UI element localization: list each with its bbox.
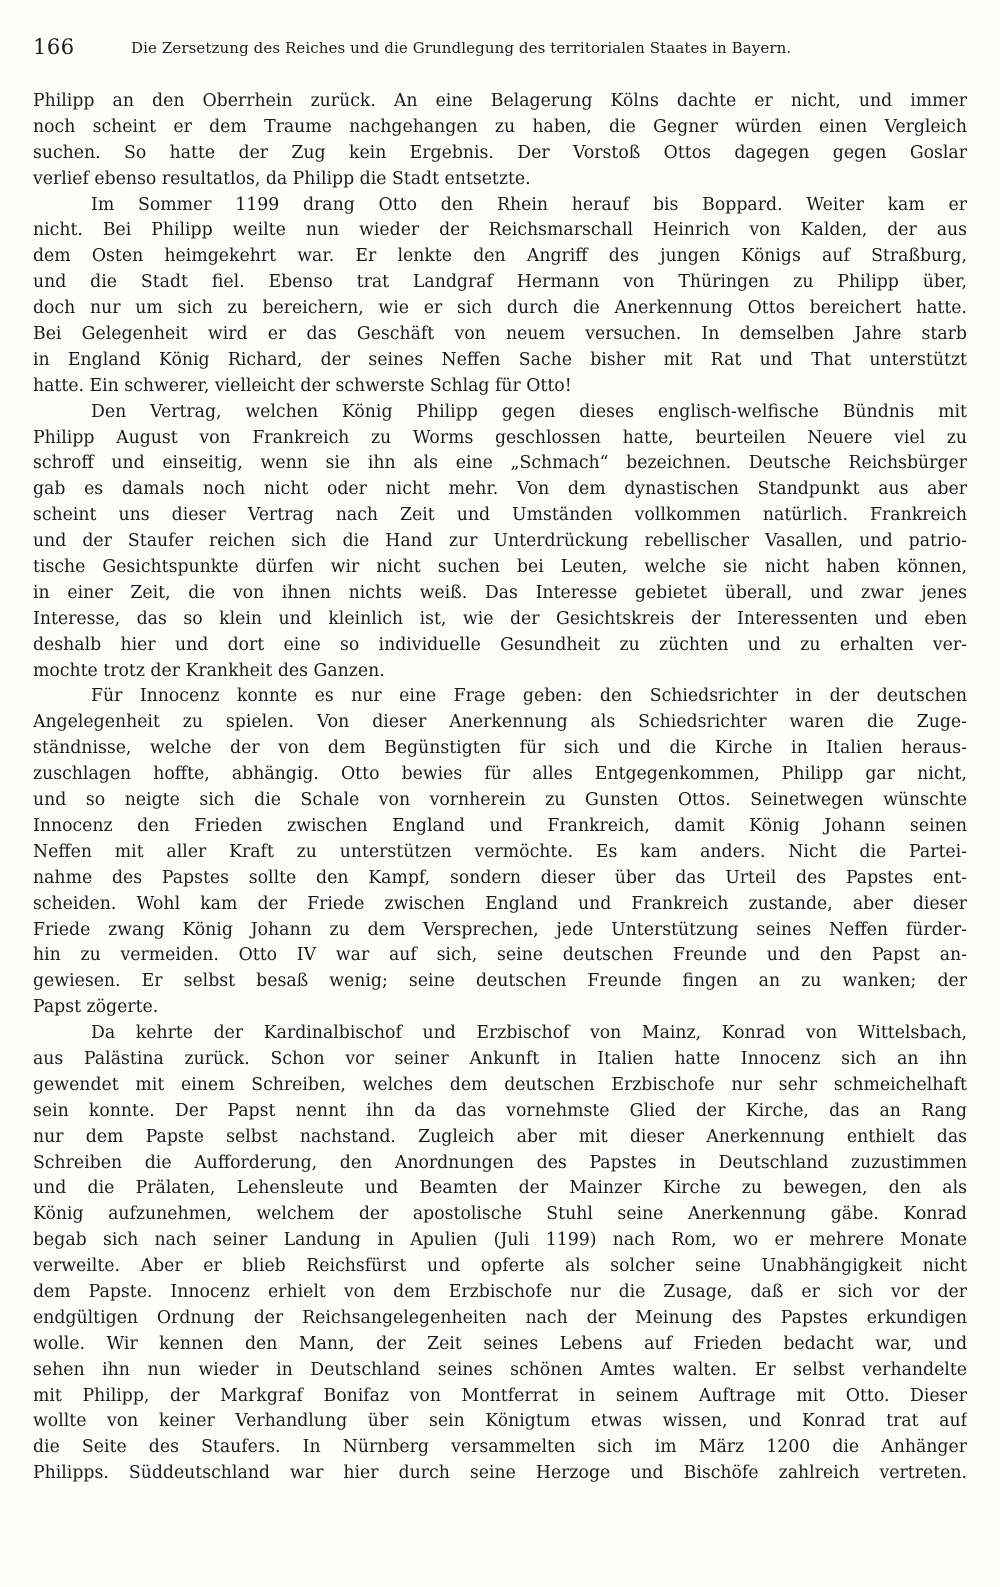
text-line: Philipp an den Oberrhein zurück. An eine Belagerung Kölns dachte er nicht, und immer: [33, 91, 967, 111]
text-line: scheiden. Wohl kam der Friede zwischen England und Frankreich zustande, aber dieser: [33, 893, 967, 914]
text-line: Philipp August von Frankreich zu Worms geschlossen hatte, beurteilen Neuere viel zu: [33, 427, 967, 448]
text-line: verweilte. Aber er blieb Reichsfürst und opferte als solcher seine Unabhängigkeit nicht: [33, 1256, 967, 1277]
text-line: Philipps. Süddeutschland war hier durch seine Herzoge und Bischöfe zahlreich vertreten.: [33, 1463, 967, 1484]
text-line: Da kehrte der Kardinalbischof und Erzbischof von Mainz, Konrad von Wittelsbach,: [91, 1023, 967, 1044]
text-line: zuschlagen hoffte, abhängig. Otto bewies für alles Entgegenkommen, Philipp gar nicht,: [33, 764, 967, 785]
text-line: gewendet mit einem Schreiben, welches dem deutschen Erzbischofe nur sehr schmeichelhaft: [33, 1074, 967, 1095]
text-line: und die Stadt fiel. Ebenso trat Landgraf Hermann von Thüringen zu Philipp über,: [33, 272, 967, 293]
text-line: suchen. So hatte der Zug kein Ergebnis. Der Vorstoß Ottos dagegen gegen Goslar: [33, 142, 967, 163]
text-line: und der Staufer reichen sich die Hand zur Unterdrückung rebellischer Vasallen, und patrio-: [33, 531, 967, 552]
text-line: doch nur um sich zu bereichern, wie er sich durch die Anerkennung Ottos bereichert hatte.: [33, 298, 967, 319]
text-line: Angelegenheit zu spielen. Von dieser Anerkennung als Schiedsrichter waren die Zuge-: [33, 712, 967, 733]
text-line: mit Philipp, der Markgraf Bonifaz von Montferrat in seinem Auftrage mit Otto. Dieser: [33, 1385, 967, 1406]
text-line: sehen ihn nun wieder in Deutschland seines schönen Amtes walten. Er selbst verhandelte: [33, 1359, 967, 1380]
page-header: [33, 34, 967, 62]
text-line: ständnisse, welche der von dem Begünstigten für sich und die Kirche in Italien heraus-: [33, 738, 967, 759]
text-line: schroff und einseitig, wenn sie ihn als eine „Schmach“ bezeichnen. Deutsche Reichsbürger: [33, 453, 967, 474]
text-line: Papst zögerte.: [33, 997, 159, 1018]
text-line: dem Osten heimgekehrt war. Er lenkte den Angriff des jungen Königs auf Straßburg,: [33, 246, 967, 267]
text-line: verlief ebenso resultatlos, da Philipp die Stadt entsetzte.: [33, 168, 531, 189]
text-line: König aufzunehmen, welchem der apostolische Stuhl seine Anerkennung gäbe. Konrad: [33, 1204, 967, 1225]
text-line: in einer Zeit, die von ihnen nichts weiß. Das Interesse gebietet überall, und zwar jenes: [33, 582, 967, 603]
text-line: Schreiben die Aufforderung, den Anordnungen des Papstes in Deutschland zuzustimmen: [33, 1152, 967, 1173]
text-line: Bei Gelegenheit wird er das Geschäft von neuem versuchen. In demselben Jahre starb: [33, 324, 967, 345]
text-line: gewiesen. Er selbst besaß wenig; seine deutschen Freunde fingen an zu wanken; der: [33, 971, 967, 992]
text-line: Für Innocenz konnte es nur eine Frage geben: den Schiedsrichter in der deutschen: [91, 686, 967, 707]
text-line: Im Sommer 1199 drang Otto den Rhein herauf bis Boppard. Weiter kam er: [91, 194, 967, 215]
text-line: sein konnte. Der Papst nennt ihn da das vornehmste Glied der Kirche, das an Rang: [33, 1100, 967, 1121]
text-line: und so neigte sich die Schale von vornherein zu Gunsten Ottos. Seinetwegen wünschte: [33, 790, 967, 811]
text-line: mochte trotz der Krankheit des Ganzen.: [33, 660, 385, 681]
body-text: [33, 89, 967, 1487]
text-line: endgültigen Ordnung der Reichsangelegenheiten nach der Meinung des Papstes erkundigen: [33, 1307, 967, 1328]
text-line: Friede zwang König Johann zu dem Versprechen, jede Unterstützung seines Neffen fürder-: [33, 919, 967, 940]
text-line: in England König Richard, der seines Neffen Sache bisher mit Rat und That unterstützt: [33, 349, 967, 370]
text-line: nur dem Papste selbst nachstand. Zugleich aber mit dieser Anerkennung enthielt das: [33, 1126, 967, 1147]
text-line: deshalb hier und dort eine so individuelle Gesundheit zu züchten und zu erhalten ver-: [33, 634, 967, 655]
text-line: wolle. Wir kennen den Mann, der Zeit seines Lebens auf Frieden bedacht war, und: [33, 1333, 967, 1354]
text-line: und die Prälaten, Lehensleute und Beamten der Mainzer Kirche zu bewegen, den als: [33, 1178, 967, 1199]
text-line: wollte von keiner Verhandlung über sein Königtum etwas wissen, und Konrad trat auf: [33, 1411, 967, 1432]
text-line: nahme des Papstes sollte den Kampf, sondern dieser über das Urteil des Papstes ent-: [33, 867, 967, 888]
text-line: Interesse, das so klein und kleinlich ist, wie der Gesichtskreis der Interessenten und eben: [33, 608, 967, 629]
text-line: Innocenz den Frieden zwischen England und Frankreich, damit König Johann seinen: [33, 815, 967, 836]
text-line: aus Palästina zurück. Schon vor seiner Ankunft in Italien hatte Innocenz sich an ihn: [33, 1048, 967, 1069]
text-line: gab es damals noch nicht oder nicht mehr. Von dem dynastischen Standpunkt aus aber: [33, 479, 967, 500]
text-line: nicht. Bei Philipp weilte nun wieder der Reichsmarschall Heinrich von Kalden, der aus: [33, 220, 967, 241]
text-line: die Seite des Staufers. In Nürnberg versammelten sich im März 1200 die Anhänger: [33, 1437, 967, 1458]
text-line: scheint uns dieser Vertrag nach Zeit und Umständen vollkommen natürlich. Frankreich: [33, 505, 967, 526]
text-line: dem Papste. Innocenz erhielt von dem Erzbischofe nur die Zusage, daß er sich vor der: [33, 1281, 967, 1302]
running-title: Die Zersetzung des Reiches und die Grundlegung des territorialen Staates in Bayern.: [131, 39, 792, 57]
text-line: Neffen mit aller Kraft zu unterstützen vermöchte. Es kam anders. Nicht die Partei-: [33, 841, 967, 862]
text-line: Den Vertrag, welchen König Philipp gegen dieses englisch-welfische Bündnis mit: [91, 401, 967, 422]
text-line: begab sich nach seiner Landung in Apulien (Juli 1199) nach Rom, wo er mehrere Monate: [33, 1230, 967, 1251]
text-line: hin zu vermeiden. Otto IV war auf sich, seine deutschen Freunde und den Papst an-: [33, 945, 967, 966]
page-number: 166: [33, 35, 75, 59]
text-line: noch scheint er dem Traume nachgehangen zu haben, die Gegner würden einen Vergleich: [33, 116, 967, 137]
text-line: hatte. Ein schwerer, vielleicht der schwerste Schlag für Otto!: [33, 375, 572, 396]
text-line: tische Gesichtspunkte dürfen wir nicht suchen bei Leuten, welche sie nicht haben können,: [33, 557, 967, 578]
